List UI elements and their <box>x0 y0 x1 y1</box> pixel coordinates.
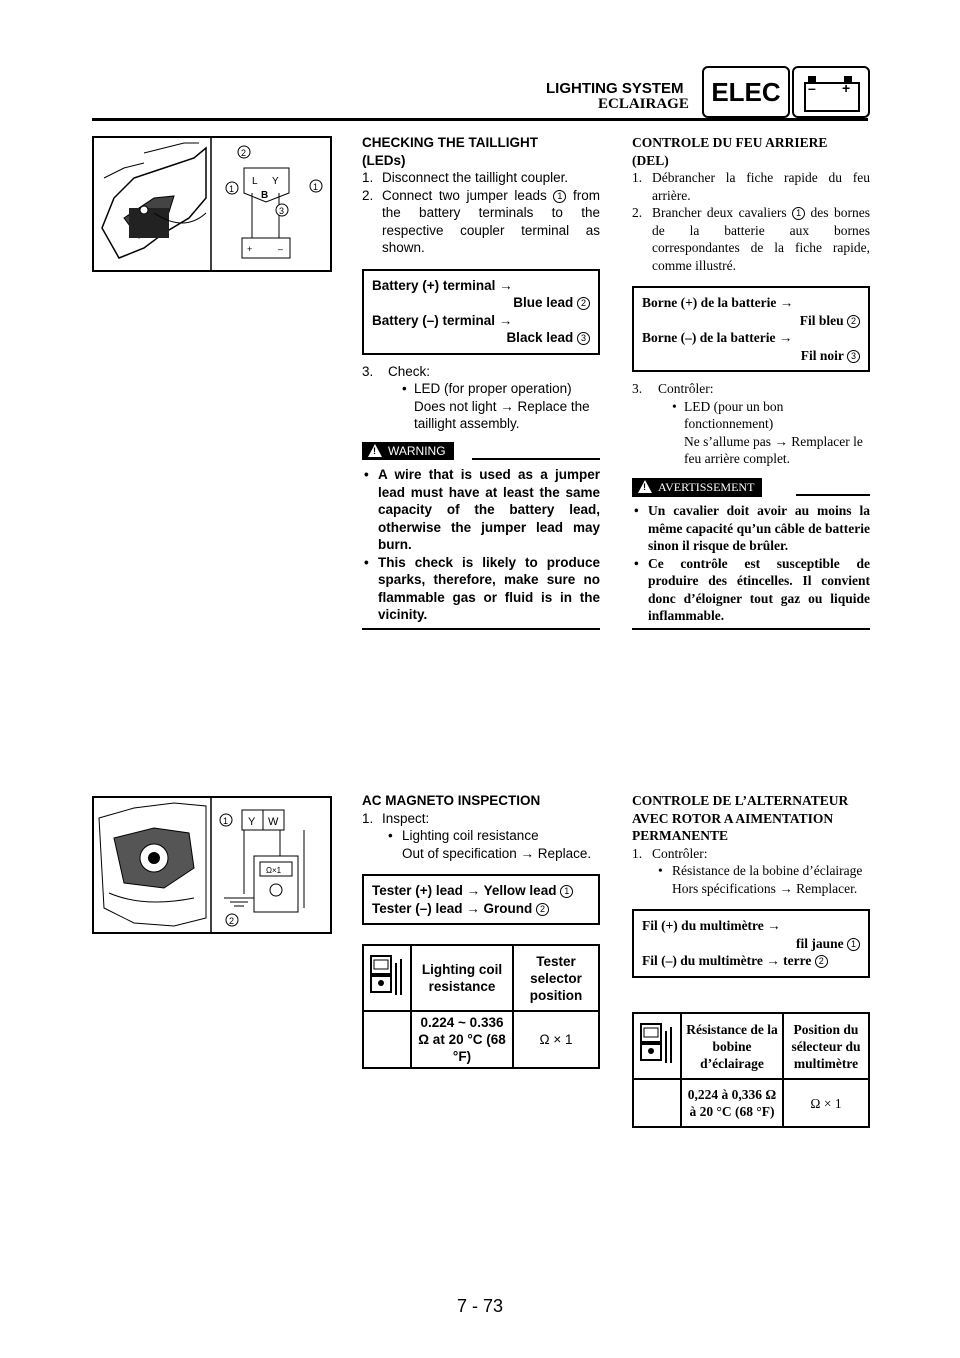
svg-text:Y: Y <box>272 176 279 187</box>
en2-bullet1: Lighting coil resistance <box>402 828 539 843</box>
fr2-bullet1: Résistance de la bobine d’éclairage <box>672 863 863 878</box>
ohmmeter-icon <box>363 945 411 1011</box>
fr-table-value-resistance: 0,224 à 0,336 Ω à 20 °C (68 °F) <box>681 1079 783 1127</box>
magneto-figure <box>92 796 332 934</box>
en-title-line1: CHECKING THE TAILLIGHT <box>362 135 538 150</box>
svg-text:Y: Y <box>248 816 256 828</box>
header-rule <box>92 118 868 121</box>
fr-spec-table <box>632 1012 870 1128</box>
ohmmeter-icon <box>633 1013 681 1079</box>
en-taillight-section: CHECKING THE TAILLIGHT (LEDs) 1. Disconnect the taillight coupler. 2. Connect two jumper leads 1 from the battery terminals to the respective coupler terminal as shown. Battery (+) terminal → Blue lead 2 Battery (–) terminal → Black lead 3 3. Check: • LED (for proper operation) Does not light → Replace the taillight assembly. <box>362 135 600 431</box>
fr2-lead-box: Fil (+) du multimètre → fil jaune 1 Fil (–) du multimètre → terre 2 <box>632 909 870 978</box>
en-warning-list: • A wire that is used as a jumper lead must have at least the same capacity of the battery lead, otherwise the jumper lead may burn. • This check is likely to produce sparks, therefore, make sure no flammable gas or fluid is in the vicinity. <box>364 467 600 622</box>
svg-text:2: 2 <box>241 148 247 158</box>
fr-title-line2: (DEL) <box>632 152 669 168</box>
en-lead-box: Battery (+) terminal → Blue lead 2 Battery (–) terminal → Black lead 3 <box>362 269 600 355</box>
fr-step3: Contrôler: <box>658 381 714 396</box>
fr2-title-line3: PERMANENTE <box>632 828 729 843</box>
fr2-title-line2: AVEC ROTOR A AIMENTATION <box>632 810 834 826</box>
fr2-bullet1-sub: Hors spécifications → Remplacer. <box>672 880 858 896</box>
fr2-title-line1: CONTROLE DE L’ALTERNATEUR <box>632 793 849 808</box>
en-spec-table <box>362 944 600 1069</box>
en2-title: AC MAGNETO INSPECTION <box>362 793 541 808</box>
fr-table-header-selector: Position du sélecteur du multimètre <box>783 1013 869 1079</box>
svg-text:Ω×1: Ω×1 <box>266 866 282 875</box>
en-step2a: Connect two jumper leads <box>382 187 547 203</box>
fr-lead-box: Borne (+) de la batterie → Fil bleu 2 Borne (–) de la batterie → Fil noir 3 <box>632 286 870 372</box>
svg-text:W: W <box>268 816 279 828</box>
en-bullet1-sub: Does not light → Replace the taillight assembly. <box>414 398 590 431</box>
fr-warning-list: • Un cavalier doit avoir au moins la même capacité qu’un câble de batterie sinon il risque de brûler. • Ce contrôle est susceptible de produire des étincelles. Il convient donc d’éloigner tout gaz ou liquide inflammable. <box>634 503 870 623</box>
svg-text:1: 1 <box>223 816 229 826</box>
battery-icon: – + <box>792 66 870 118</box>
en-title-line2: (LEDs) <box>362 152 406 168</box>
fr-bullet1: LED (pour un bon fonctionnement) <box>684 398 784 431</box>
svg-text:1: 1 <box>313 182 319 192</box>
fr-step2a: Brancher deux cavaliers <box>652 205 787 220</box>
en2-bullet1-sub: Out of specification → Replace. <box>402 845 592 861</box>
fr-step2b: des bornes de la batterie aux bornes correspondantes de la fiche rapide, comme illustré. <box>652 205 870 273</box>
taillight-figure <box>92 136 332 272</box>
en-table-header-selector: Tester selector position <box>513 945 599 1011</box>
fr-warning-tag: ! AVERTISSEMENT <box>632 478 762 497</box>
fr-taillight-section: CONTROLE DU FEU ARRIERE (DEL) 1. Débrancher la fiche rapide du feu arrière. 2. Brancher deux cavaliers 1 des bornes de la batterie aux bornes correspondantes de la fiche rapide, comme illustré. Borne (+) de la batterie → Fil bleu 2 Borne (–) de la batterie → Fil noir 3 3. Contrôler: • LED (pour un bon fonctionnement) Ne s’allume pas → Remplacer le feu arrière complet. <box>632 135 870 466</box>
page-number: 7 - 73 <box>456 1296 504 1316</box>
en-step2b: from the battery terminals to the respective coupler terminal as shown. <box>382 187 600 255</box>
en-magneto-section: AC MAGNETO INSPECTION 1. Inspect: • Lighting coil resistance Out of specification → Replace. Tester (+) lead → Yellow lead 1 Tester (–) lead → Ground 2 <box>362 792 600 925</box>
section-title-en: LIGHTING SYSTEM <box>546 80 684 97</box>
en-step1: Disconnect the taillight coupler. <box>382 170 569 185</box>
svg-text:L: L <box>252 176 258 187</box>
fr-step1: Débrancher la fiche rapide du feu arrière. <box>652 170 870 203</box>
section-title-fr: ECLAIRAGE <box>598 96 689 112</box>
fr-title-line1: CONTROLE DU FEU ARRIERE <box>632 135 828 150</box>
en-table-value-selector: Ω × 1 <box>513 1011 599 1068</box>
fr-table-header-resistance: Résistance de la bobine d’éclairage <box>681 1013 783 1079</box>
svg-text:1: 1 <box>229 184 235 194</box>
svg-text:–: – <box>278 244 284 254</box>
en-table-value-resistance: 0.224 ~ 0.336 Ω at 20 °C (68 °F) <box>411 1011 513 1068</box>
en-warning-tag: ! WARNING <box>362 442 454 460</box>
en2-lead-box: Tester (+) lead → Yellow lead 1 Tester (–) lead → Ground 2 <box>362 874 600 925</box>
svg-text:2: 2 <box>229 916 235 926</box>
svg-text:+: + <box>247 244 253 254</box>
en-bullet1: LED (for proper operation) <box>414 381 572 396</box>
en-table-header-resistance: Lighting coil resistance <box>411 945 513 1011</box>
en-step3: Check: <box>388 363 431 379</box>
fr2-step1: Contrôler: <box>652 845 708 861</box>
section-code-badge: ELEC <box>702 66 790 118</box>
fr-table-value-selector: Ω × 1 <box>783 1079 869 1127</box>
svg-text:B: B <box>261 190 269 201</box>
svg-text:3: 3 <box>279 206 285 216</box>
en2-step1: Inspect: <box>382 810 430 826</box>
fr-bullet1-sub: Ne s’allume pas → Remplacer le feu arrière complet. <box>684 433 863 466</box>
fr-magneto-section: CONTROLE DE L’ALTERNATEUR AVEC ROTOR A AIMENTATION PERMANENTE 1. Contrôler: • Résistance de la bobine d’éclairage Hors spécifications → Remplacer. Fil (+) du multimètre → fil jaune 1 Fil (–) du multimètre → terre 2 <box>632 792 870 978</box>
